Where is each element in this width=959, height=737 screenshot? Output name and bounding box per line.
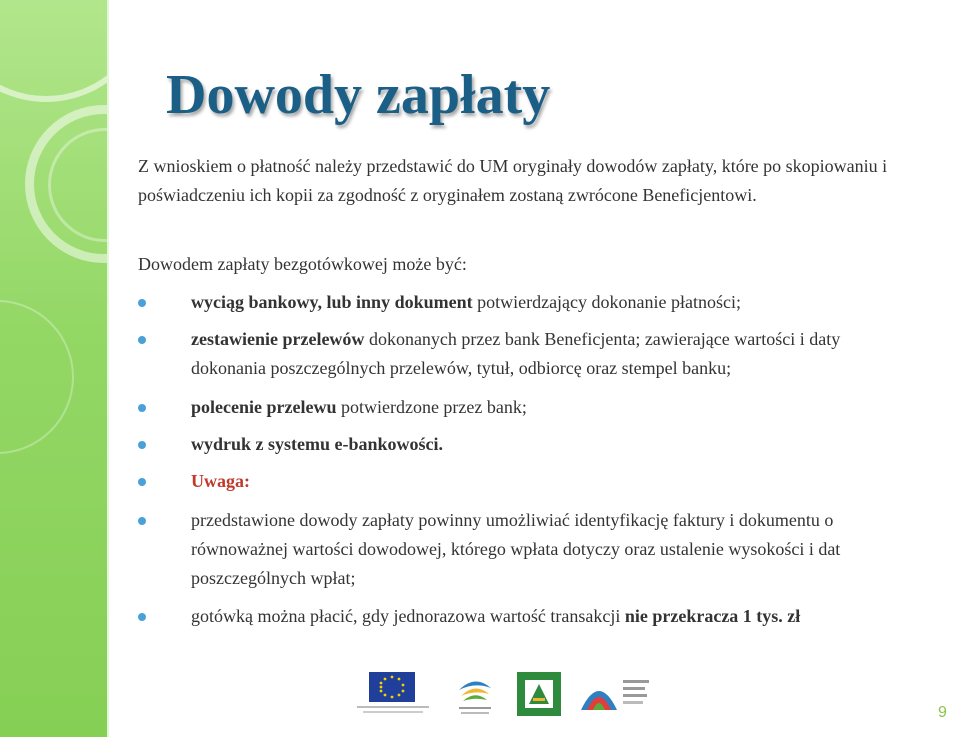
note-label: Uwaga: [191,471,250,491]
note-text [191,506,896,593]
list-item-text [191,325,896,383]
bullet-icon [138,336,146,344]
list-item-rest: potwierdzone przez bank; [336,397,527,417]
list-item-bold: polecenie przelewu [191,397,337,417]
list-item-bold: wyciąg bankowy, lub inny dokument [191,292,473,312]
list-item-rest: dokonanych przez bank Beneficjenta; zawierające wartości i daty dokonania poszczególnych przelewów, tytuł, odbiorcę oraz stempel banku; [191,329,841,378]
leader-logo-icon [515,670,563,718]
note-text-plain: przedstawione dowody zapłaty powinny umożliwiać identyfikację faktury i dokumentu o równoważnej wartości dowodowej, którego wpłata dotyczy oraz ustalenie wysokości i dat poszczególnych wpłat; [191,510,841,588]
bullet-icon [138,299,146,307]
list-item-bold: wydruk z systemu e-bankowości. [191,434,444,454]
eu-flag-icon [355,670,431,718]
list-item-text [191,393,896,422]
list-item-text [191,288,896,317]
prow-logo-icon [577,670,653,718]
slaskie-logo-icon [451,670,499,718]
list-item-bold: zestawienie przelewów [191,329,365,349]
list-item-text [191,430,896,459]
note-text-plain: gotówką można płacić, gdy jednorazowa wartość transakcji [191,606,625,626]
bullet-icon [138,478,146,486]
bullet-icon [138,404,146,412]
intro-paragraph: Z wnioskiem o płatność należy przedstawić do UM oryginały dowodów zapłaty, które po skopiowaniu i poświadczeniu ich kopii za zgodność z oryginałem zostaną zwrócone Beneficjentowi. [138,156,888,205]
funding-logos [355,670,655,722]
bullet-icon [138,613,146,621]
bullet-icon [138,517,146,525]
slide-title: Dowody zapłaty [166,64,551,126]
page-number: 9 [938,704,947,721]
bullet-icon [138,441,146,449]
list-item-rest: potwierdzający dokonanie płatności; [472,292,742,312]
note-text-bold: nie przekracza 1 tys. zł [624,606,801,626]
lead-paragraph: Dowodem zapłaty bezgotówkowej może być: [138,254,467,274]
note-text [191,602,896,631]
